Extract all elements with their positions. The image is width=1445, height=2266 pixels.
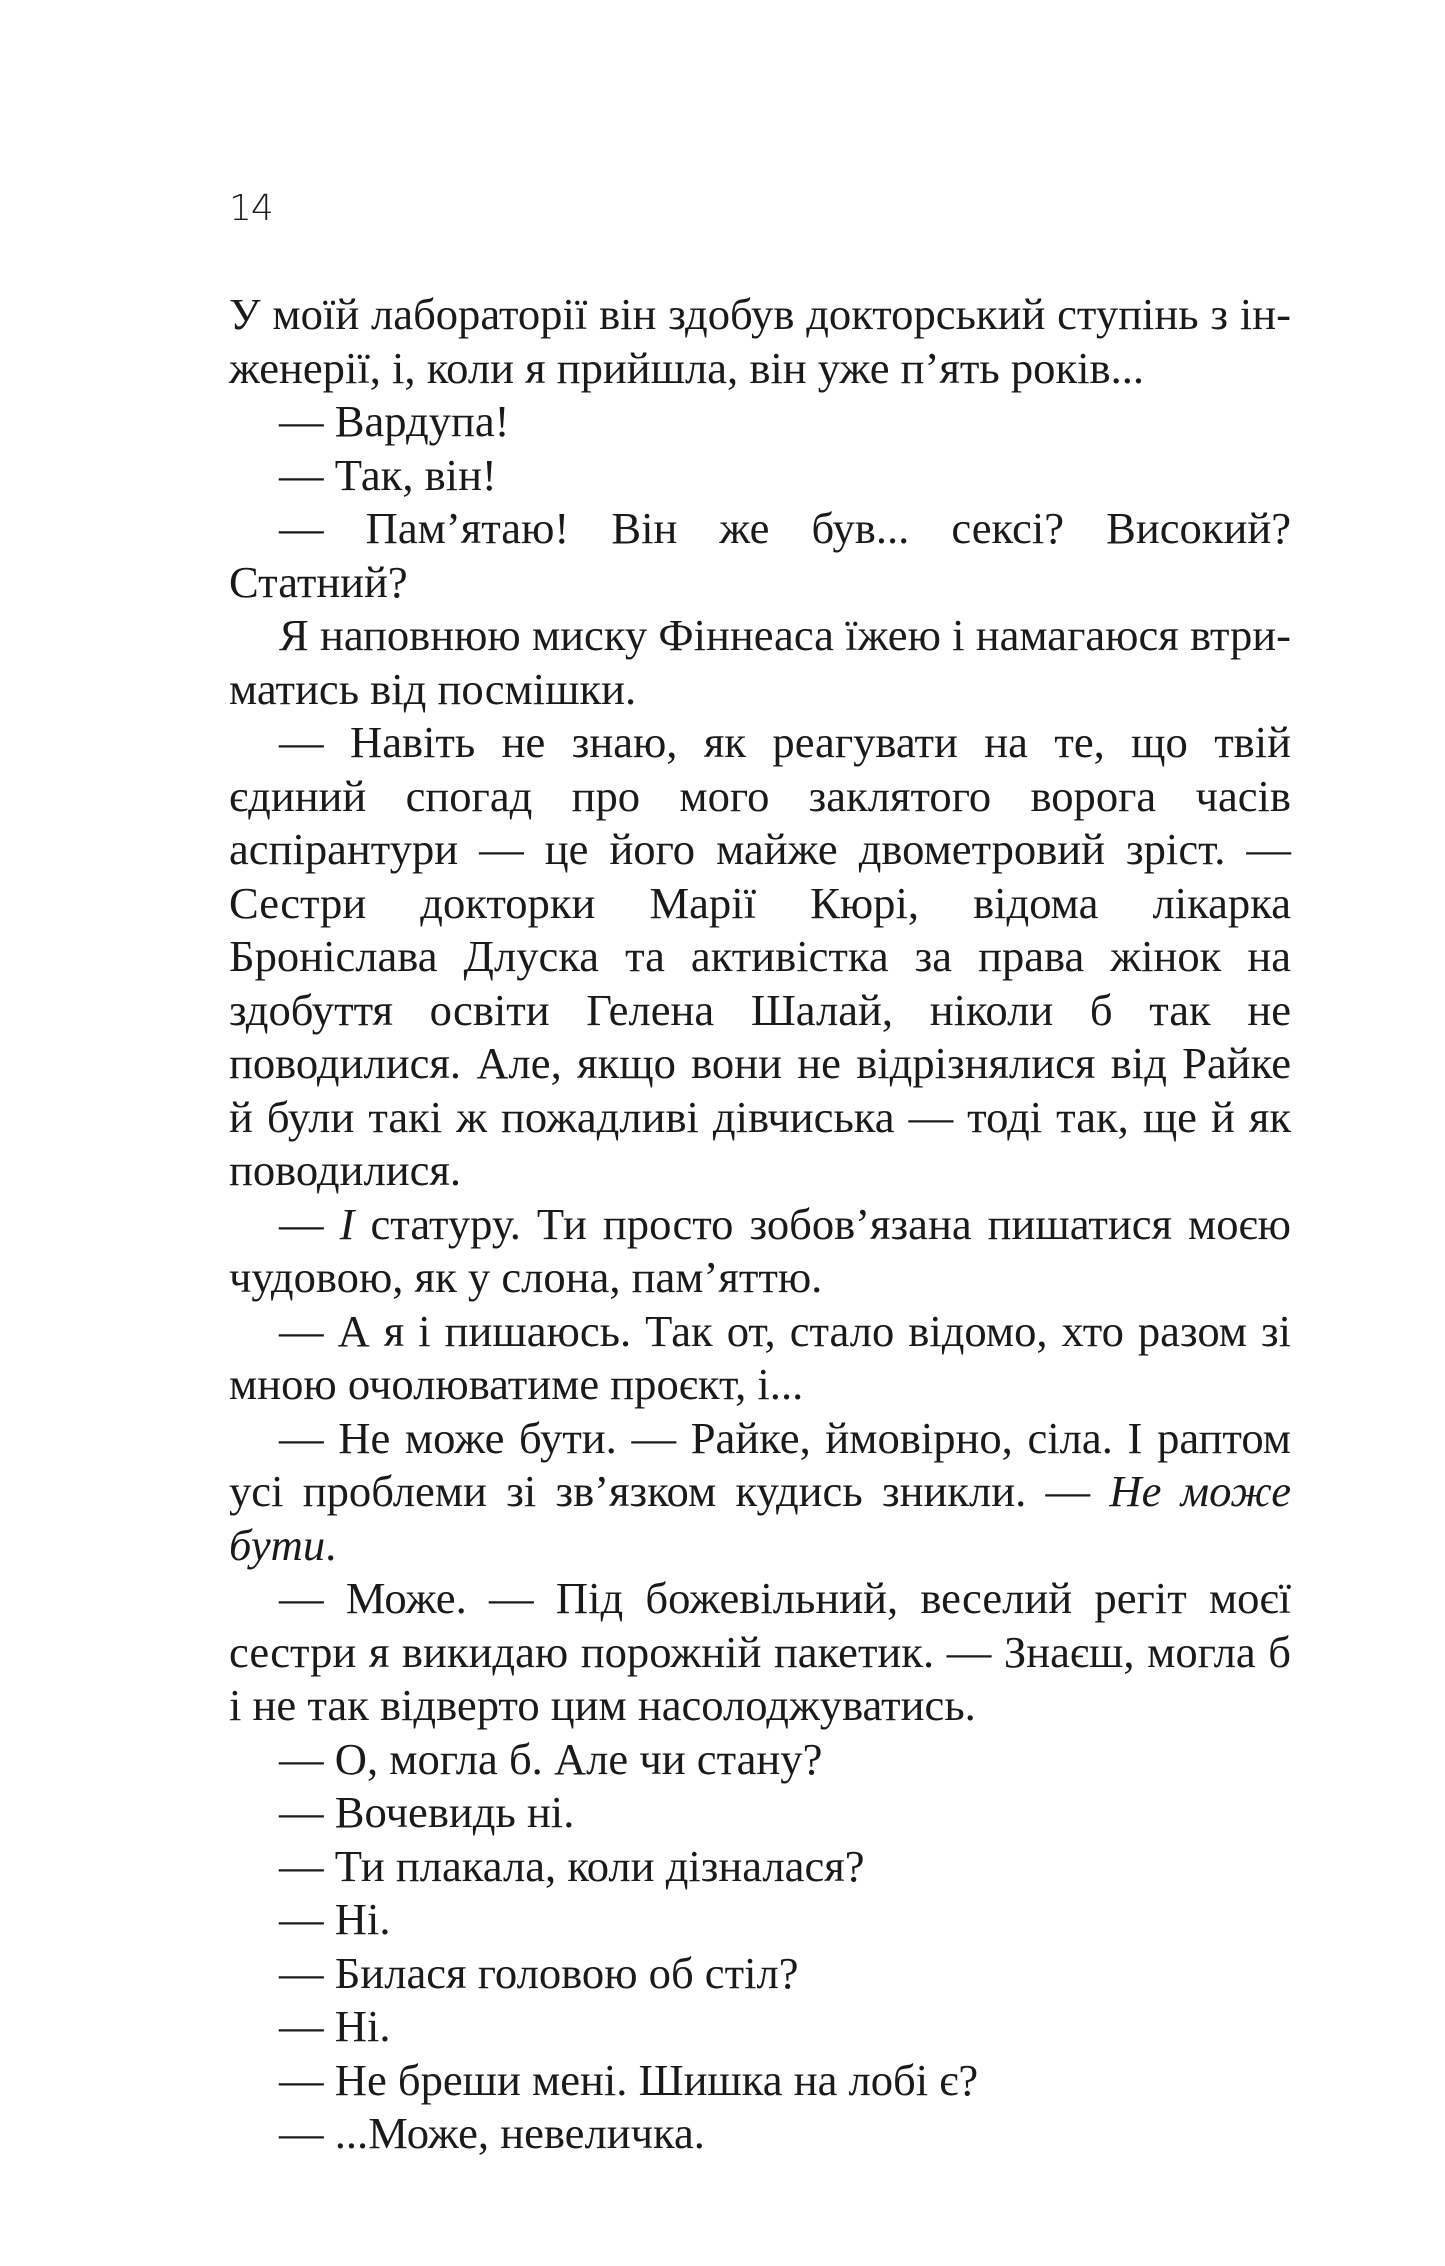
text-segment: — Пам’ятаю! Він же був... сексі? Високий? Статний? xyxy=(229,503,1291,607)
paragraph xyxy=(229,288,1291,395)
paragraph xyxy=(229,449,1291,503)
text-segment: — О, могла б. Але чи стану? xyxy=(279,1733,823,1784)
text-segment: — Билася головою об стіл? xyxy=(279,1947,799,1998)
text-segment: — Ти плакала, коли дізналася? xyxy=(279,1840,865,1891)
text-segment: . xyxy=(325,1519,337,1570)
text-segment: — Навіть не знаю, як реагувати на те, що твій єдиний спогад про мого заклятого ворога часів аспірантури — це його майже двометровий зріст. — Сестри докторки Марії Кюрі, відома лікарка Броніслава Длуска та активістка за права жінок на здобуття освіти Гелена Шалай, ніколи б так не поводилися. Але, якщо вони не відрізнялися від Райке й були такі ж пожадливі дівчиська — тоді так, ще й як поводилися. xyxy=(229,717,1291,1195)
text-segment: — xyxy=(279,1198,340,1249)
paragraph xyxy=(229,1305,1291,1412)
paragraph xyxy=(229,2054,1291,2108)
text-segment: — Вочевидь ні. xyxy=(279,1787,575,1837)
paragraph xyxy=(229,1412,1291,1573)
paragraph xyxy=(229,1893,1291,1947)
paragraph xyxy=(229,1786,1291,1840)
text-segment: — Так, він! xyxy=(279,449,497,500)
text-segment: — ...Може, невеличка. xyxy=(279,2108,705,2158)
paragraph xyxy=(229,609,1291,716)
paragraph xyxy=(229,1572,1291,1733)
paragraph xyxy=(229,395,1291,449)
paragraph xyxy=(229,1840,1291,1894)
text-segment: статуру. Ти просто зобов’язана пишатися моєю чудовою, як у слона, пам’яттю. xyxy=(229,1198,1291,1302)
body-text xyxy=(229,288,1291,2161)
paragraph xyxy=(229,716,1291,1198)
text-segment: — Вардупа! xyxy=(279,396,510,446)
text-segment: Я наповнюю миску Фіннеаса їжею і намагаюся втриматись від посмішки. xyxy=(229,610,1291,714)
italic-text: І xyxy=(339,1198,355,1249)
text-segment: — Ні. xyxy=(279,2001,391,2051)
paragraph xyxy=(229,1733,1291,1787)
paragraph xyxy=(229,2000,1291,2054)
paragraph xyxy=(229,1947,1291,2001)
text-segment: — Не бреши мені. Шишка на лобі є? xyxy=(279,2054,979,2105)
text-segment: — Ні. xyxy=(279,1894,391,1944)
text-segment: У моїй лабораторії він здобув докторський ступінь з інженерії, і, коли я прийшла, він уже п’ять років... xyxy=(229,289,1291,393)
text-segment: — А я і пишаюсь. Так от, стало відомо, хто разом зі мною очолюватиме проєкт, і... xyxy=(229,1305,1291,1409)
text-segment: — Не може бути. — Райке, ймовірно, сіла. І раптом усі проблеми зі зв’язком кудись зникли. — xyxy=(229,1412,1291,1516)
paragraph xyxy=(229,2107,1291,2161)
text-segment: — Може. — Під божевільний, веселий регіт моєї сестри я викидаю порожній пакетик. — Знаєш, могла б і не так відверто цим насолоджуватись. xyxy=(229,1573,1291,1730)
paragraph xyxy=(229,1198,1291,1305)
paragraph xyxy=(229,502,1291,609)
page-number: 14 xyxy=(229,188,273,229)
italic-text: Не може бути xyxy=(229,1466,1291,1570)
